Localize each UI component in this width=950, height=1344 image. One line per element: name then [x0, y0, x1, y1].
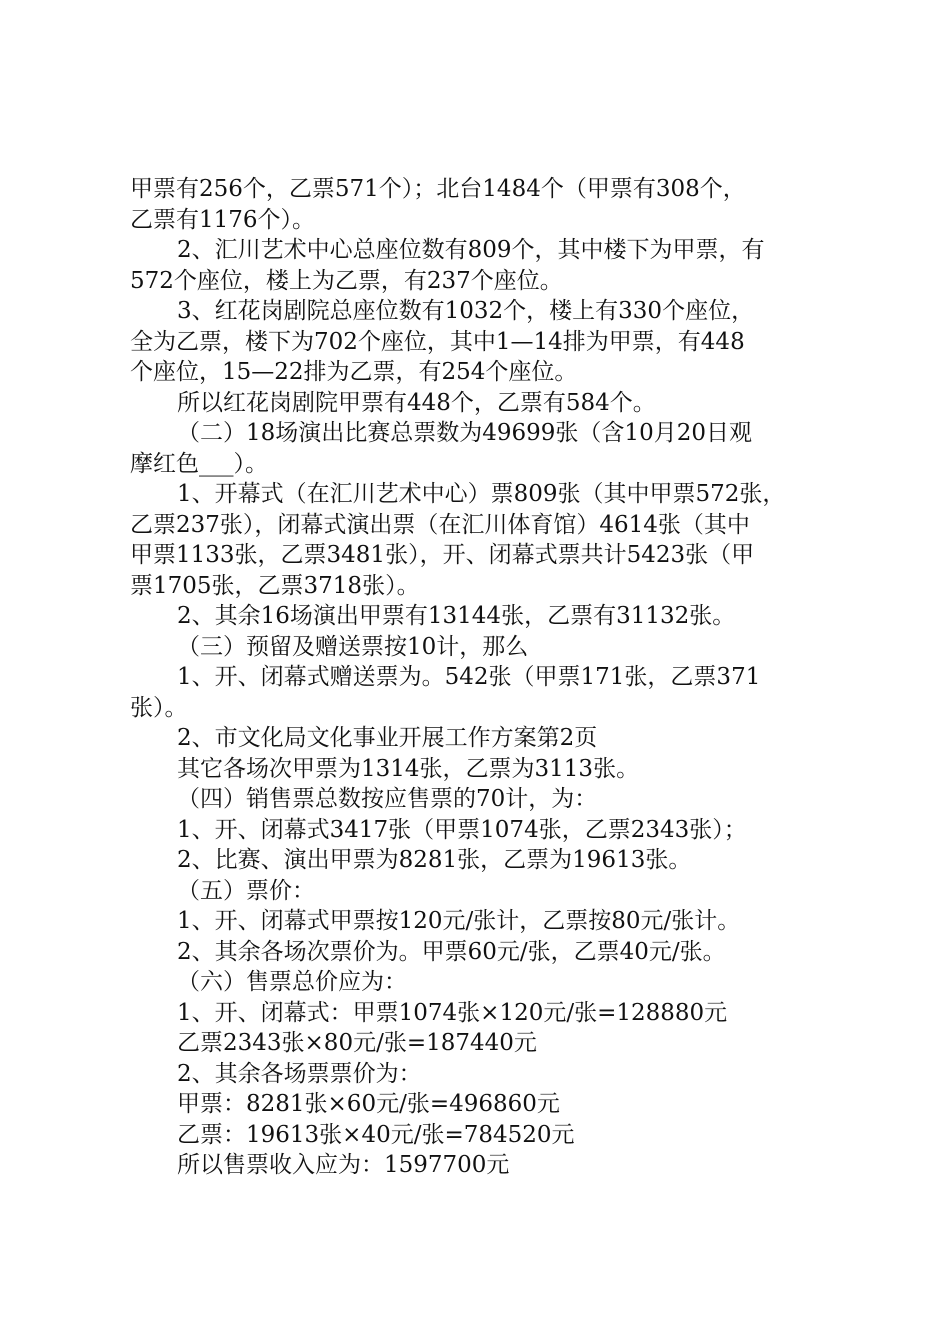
text-line: 所以售票收入应为：1597700元: [177, 1152, 510, 1178]
text-line: 甲票：8281张×60元/张=496860元: [177, 1091, 560, 1117]
text-line: 全为乙票，楼下为702个座位，其中1—14排为甲票，有448: [130, 328, 745, 355]
text-line: （三）预留及赠送票按10计，那么: [177, 633, 529, 660]
text-line: 乙票2343张×80元/张=187440元: [177, 1030, 537, 1056]
document-body: [130, 174, 830, 1181]
text-line: 1、开幕式（在汇川艺术中心）票809张（其中甲票572张，: [177, 481, 786, 507]
text-line: 1、开、闭幕式：甲票1074张×120元/张=128880元: [177, 999, 728, 1026]
text-line: 1、开、闭幕式3417张（甲票1074张，乙票2343张）；: [177, 816, 747, 843]
text-line: 乙票：19613张×40元/张=784520元: [177, 1121, 575, 1148]
text-line: 票1705张，乙票3718张）。: [130, 572, 420, 599]
text-line: 1、开、闭幕式赠送票为。542张（甲票171张，乙票371: [177, 664, 761, 690]
text-line: 2、其余各场票票价为：: [177, 1060, 422, 1087]
text-line: （六）售票总价应为：: [177, 969, 407, 995]
text-line: 甲票有256个，乙票571个）；北台1484个（甲票有308个，: [130, 176, 746, 202]
text-line: 乙票237张），闭幕式演出票（在汇川体育馆）4614张（其中: [130, 511, 750, 538]
text-line: 2、比赛、演出甲票为8281张，乙票为19613张。: [177, 847, 692, 873]
text-line: 2、其余各场次票价为。甲票60元/张，乙票40元/张。: [177, 938, 726, 965]
text-line: 2、汇川艺术中心总座位数有809个，其中楼下为甲票，有: [177, 237, 765, 263]
text-line: 甲票1133张，乙票3481张），开、闭幕式票共计5423张（甲: [130, 542, 755, 568]
text-line: （五）票价：: [177, 877, 315, 904]
text-line: 572个座位，楼上为乙票，有237个座位。: [130, 267, 563, 294]
text-line: 所以红花岗剧院甲票有448个，乙票有584个。: [177, 389, 656, 416]
text-line: 2、市文化局文化事业开展工作方案第2页: [177, 725, 598, 751]
text-line: （二）18场演出比赛总票数为49699张（含10月20日观: [177, 420, 752, 446]
text-line: 张）。: [130, 694, 188, 721]
text-line: 摩红色___）。: [130, 450, 268, 477]
text-line: 个座位，15—22排为乙票，有254个座位。: [130, 359, 578, 385]
text-line: 3、红花岗剧院总座位数有1032个，楼上有330个座位，: [177, 298, 755, 324]
text-line: 乙票有1176个）。: [130, 206, 316, 233]
text-line: 1、开、闭幕式甲票按120元/张计，乙票按80元/张计。: [177, 908, 741, 934]
text-line: 2、其余16场演出甲票有13144张，乙票有31132张。: [177, 603, 736, 629]
text-line: （四）销售票总数按应售票的70计，为：: [177, 786, 598, 812]
text-line: 其它各场次甲票为1314张，乙票为3113张。: [177, 755, 640, 782]
